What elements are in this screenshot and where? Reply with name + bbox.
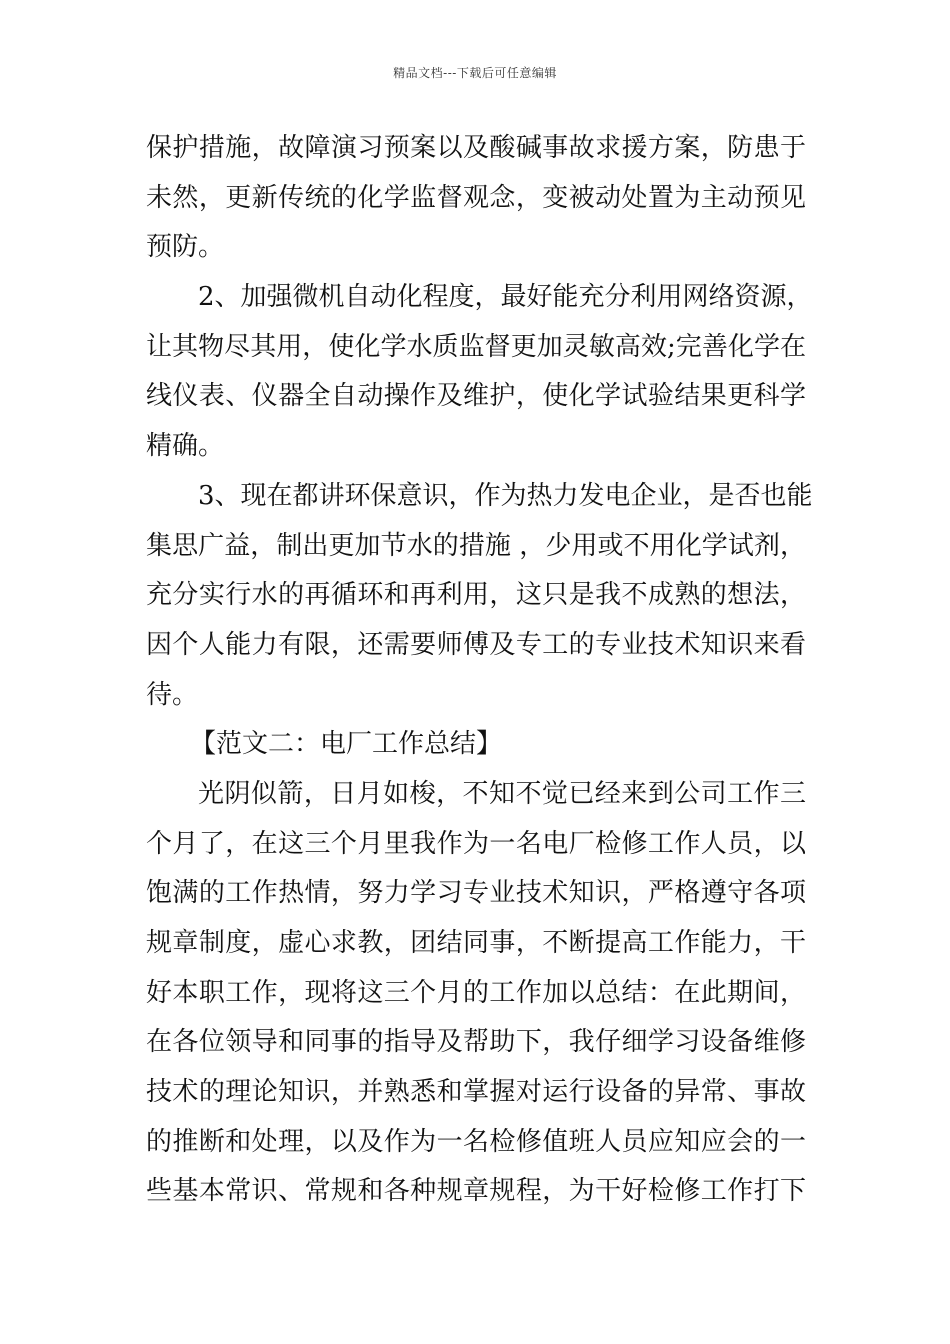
paragraph xyxy=(146,770,806,1217)
text-line: 3、现在都讲环保意识，作为热力发电企业，是否也能 xyxy=(198,480,813,511)
text-line: 2、加强微机自动化程度，最好能充分利用网络资源， xyxy=(198,282,813,313)
text-line: 因个人能力有限，还需要师傅及专工的专业技术知识来看 xyxy=(146,629,806,660)
text-line: 集思广益，制出更加节水的措施 ，少用或不用化学试剂， xyxy=(146,530,806,561)
text-line: 待。 xyxy=(146,679,199,710)
text-line: 的推断和处理，以及作为一名检修值班人员应知应会的一 xyxy=(146,1126,806,1157)
text-line: 线仪表、仪器全自动操作及维护，使化学试验结果更科学 xyxy=(146,381,806,412)
text-line: 饱满的工作热情，努力学习专业技术知识，严格遵守各项 xyxy=(146,878,806,909)
text-line: 光阴似箭，日月如梭，不知不觉已经来到公司工作三 xyxy=(198,778,806,809)
text-line: 保护措施，故障演习预案以及酸碱事故求援方案，防患于 xyxy=(146,133,806,163)
text-line: 未然，更新传统的化学监督观念，变被动处置为主动预见 xyxy=(146,182,806,213)
text-line: 精确。 xyxy=(146,431,225,462)
text-line: 预防。 xyxy=(146,232,225,263)
text-line: 在各位领导和同事的指导及帮助下，我仔细学习设备维修 xyxy=(146,1027,806,1058)
section-heading-text: 【范文二：电厂工作总结】 xyxy=(190,729,503,760)
document-body xyxy=(146,124,813,1217)
section-heading xyxy=(146,720,806,770)
text-line: 让其物尽其用，使化学水质监督更加灵敏高效;完善化学在 xyxy=(146,331,806,362)
paragraph xyxy=(146,472,813,720)
text-line: 规章制度，虚心求教，团结同事，不断提高工作能力，干 xyxy=(146,928,806,958)
page-header: 精品文档---下载后可任意编辑 xyxy=(393,66,557,80)
paragraph xyxy=(146,124,806,273)
paragraph xyxy=(146,273,813,472)
text-line: 些基本常识、常规和各种规章规程，为干好检修工作打下 xyxy=(146,1176,806,1207)
text-line: 好本职工作，现将这三个月的工作加以总结：在此期间， xyxy=(146,977,806,1008)
text-line: 技术的理论知识，并熟悉和掌握对运行设备的异常、事故 xyxy=(146,1077,806,1108)
text-line: 个月了，在这三个月里我作为一名电厂检修工作人员，以 xyxy=(146,828,806,859)
text-line: 充分实行水的再循环和再利用，这只是我不成熟的想法， xyxy=(146,580,806,611)
